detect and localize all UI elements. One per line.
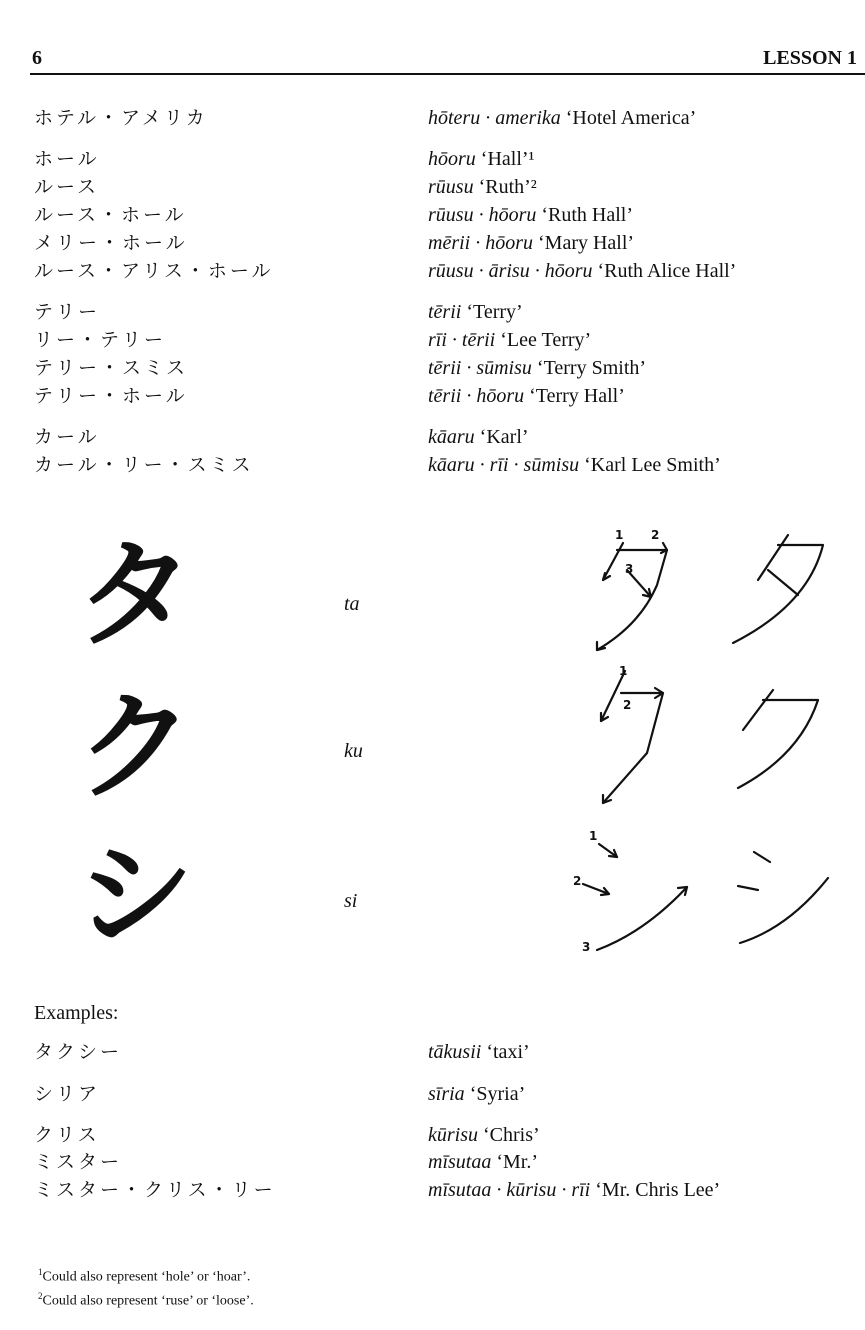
vocab-ro (428, 328, 591, 352)
english-gloss: ‘Chris’ (478, 1124, 540, 1146)
stroke-number: 1 (589, 829, 598, 843)
kana-ku-handwritten-sample (728, 685, 828, 795)
romanized-term: rūusu · hōoru (428, 204, 537, 226)
footnotes (38, 1263, 254, 1310)
kana-si-handwritten-sample (728, 840, 838, 950)
example-jp: ミスター (34, 1151, 123, 1173)
english-gloss: ‘Ruth Alice Hall’ (592, 260, 737, 282)
vocab-jp: メリー・ホール (34, 232, 188, 254)
vocab-ro (428, 425, 529, 449)
stroke-number: 3 (625, 562, 634, 576)
english-gloss: ‘Hotel America’ (560, 107, 697, 129)
romanized-term: hōoru (428, 148, 476, 170)
kana-ta-glyph: タ (75, 526, 194, 664)
english-gloss: ‘Mr. Chris Lee’ (590, 1179, 721, 1201)
vocab-ro (428, 259, 736, 283)
stroke-number: 2 (573, 874, 582, 888)
romanized-term: hōteru · amerika (428, 107, 561, 129)
stroke-number: 2 (623, 698, 632, 712)
running-head: LESSON 1 (763, 47, 857, 69)
english-gloss: ‘Mr.’ (491, 1151, 539, 1173)
vocab-jp: カール (34, 426, 100, 448)
stroke-arrow (603, 543, 623, 580)
english-gloss: ‘Syria’ (464, 1083, 526, 1105)
english-gloss: ‘Hall’¹ (475, 148, 535, 170)
kana-ta-romaji: ta (344, 593, 360, 615)
vocab-ro (428, 231, 634, 255)
vocab-ro (428, 453, 721, 477)
romanized-term: mīsutaa (428, 1151, 492, 1173)
romanized-term: kāaru · rīi · sūmisu (428, 454, 580, 476)
romanized-term: tērii · hōoru (428, 385, 525, 407)
romanized-term: rūusu (428, 176, 474, 198)
vocab-jp: テリー・ホール (34, 385, 188, 407)
example-ro (428, 1178, 720, 1202)
english-gloss: ‘Mary Hall’ (533, 232, 635, 254)
english-gloss: ‘taxi’ (481, 1041, 530, 1063)
english-gloss: ‘Karl’ (474, 426, 529, 448)
stroke-arrowhead (661, 543, 667, 553)
romanized-term: mīsutaa · kūrisu · rīi (428, 1179, 591, 1201)
vocab-ro (428, 147, 535, 171)
vocab-jp: ホール (34, 148, 100, 170)
example-ro (428, 1082, 525, 1106)
stroke-number: 1 (619, 664, 628, 678)
vocab-jp: ホテル・アメリカ (34, 107, 208, 129)
header-rule (30, 73, 865, 75)
english-gloss: ‘Terry Hall’ (524, 385, 625, 407)
footnote-text: Could also represent ‘ruse’ or ‘loose’. (42, 1293, 254, 1309)
kana-ta-handwritten-sample (728, 530, 828, 650)
vocab-jp: テリー (34, 301, 101, 323)
vocab-ro (428, 384, 625, 408)
romanized-term: sīria (428, 1083, 465, 1105)
romanized-term: tākusii (428, 1041, 482, 1063)
footnote-text: Could also represent ‘hole’ or ‘hoar’. (42, 1269, 251, 1285)
vocab-ro (428, 175, 537, 199)
footnote-mark: 2 (38, 1290, 43, 1301)
vocab-jp: リー・テリー (34, 329, 167, 351)
kana-si-romaji: si (344, 890, 358, 912)
vocab-jp: ルース・アリス・ホール (34, 260, 274, 282)
romanized-term: tērii (428, 301, 462, 323)
romanized-term: rūusu · ārisu · hōoru (428, 260, 593, 282)
vocab-ro (428, 106, 696, 130)
vocab-jp: ルース (34, 176, 100, 198)
english-gloss: ‘Terry Smith’ (531, 357, 647, 379)
footnote (38, 1263, 254, 1287)
english-gloss: ‘Ruth’² (473, 176, 537, 198)
kana-ku-glyph: ク (75, 678, 194, 816)
example-jp: タクシー (34, 1041, 123, 1063)
vocab-ro (428, 356, 646, 380)
example-jp: シリア (34, 1083, 101, 1105)
kana-ku-stroke-order-diagram (585, 663, 685, 808)
vocab-jp: ルース・ホール (34, 204, 187, 226)
examples-heading: Examples: (34, 1002, 119, 1024)
vocab-jp: テリー・スミス (34, 357, 189, 379)
example-jp: ミスター・クリス・リー (34, 1179, 276, 1201)
romanized-term: kūrisu (428, 1124, 478, 1146)
page-number: 6 (32, 47, 42, 69)
stroke-number: 3 (582, 940, 591, 954)
example-ro (428, 1123, 540, 1147)
romanized-term: mērii · hōoru (428, 232, 533, 254)
english-gloss: ‘Karl Lee Smith’ (579, 454, 721, 476)
vocab-ro (428, 300, 523, 324)
footnote (38, 1287, 254, 1311)
english-gloss: ‘Terry’ (461, 301, 523, 323)
kana-ku-romaji: ku (344, 740, 363, 762)
example-ro (428, 1150, 538, 1174)
romanized-term: rīi · tērii (428, 329, 496, 351)
kana-ta-stroke-order-diagram (585, 525, 685, 655)
stroke-number: 2 (651, 528, 660, 542)
example-jp: クリス (34, 1124, 100, 1146)
kana-si-stroke-order-diagram (565, 822, 695, 957)
footnote-mark: 1 (38, 1267, 43, 1277)
english-gloss: ‘Ruth Hall’ (536, 204, 634, 226)
example-ro (428, 1040, 530, 1064)
english-gloss: ‘Lee Terry’ (495, 329, 592, 351)
kana-si-glyph: シ (75, 826, 194, 964)
romanized-term: tērii · sūmisu (428, 357, 532, 379)
stroke-number: 1 (615, 528, 624, 542)
vocab-jp: カール・リー・スミス (34, 454, 254, 476)
vocab-ro (428, 203, 633, 227)
romanized-term: kāaru (428, 426, 475, 448)
